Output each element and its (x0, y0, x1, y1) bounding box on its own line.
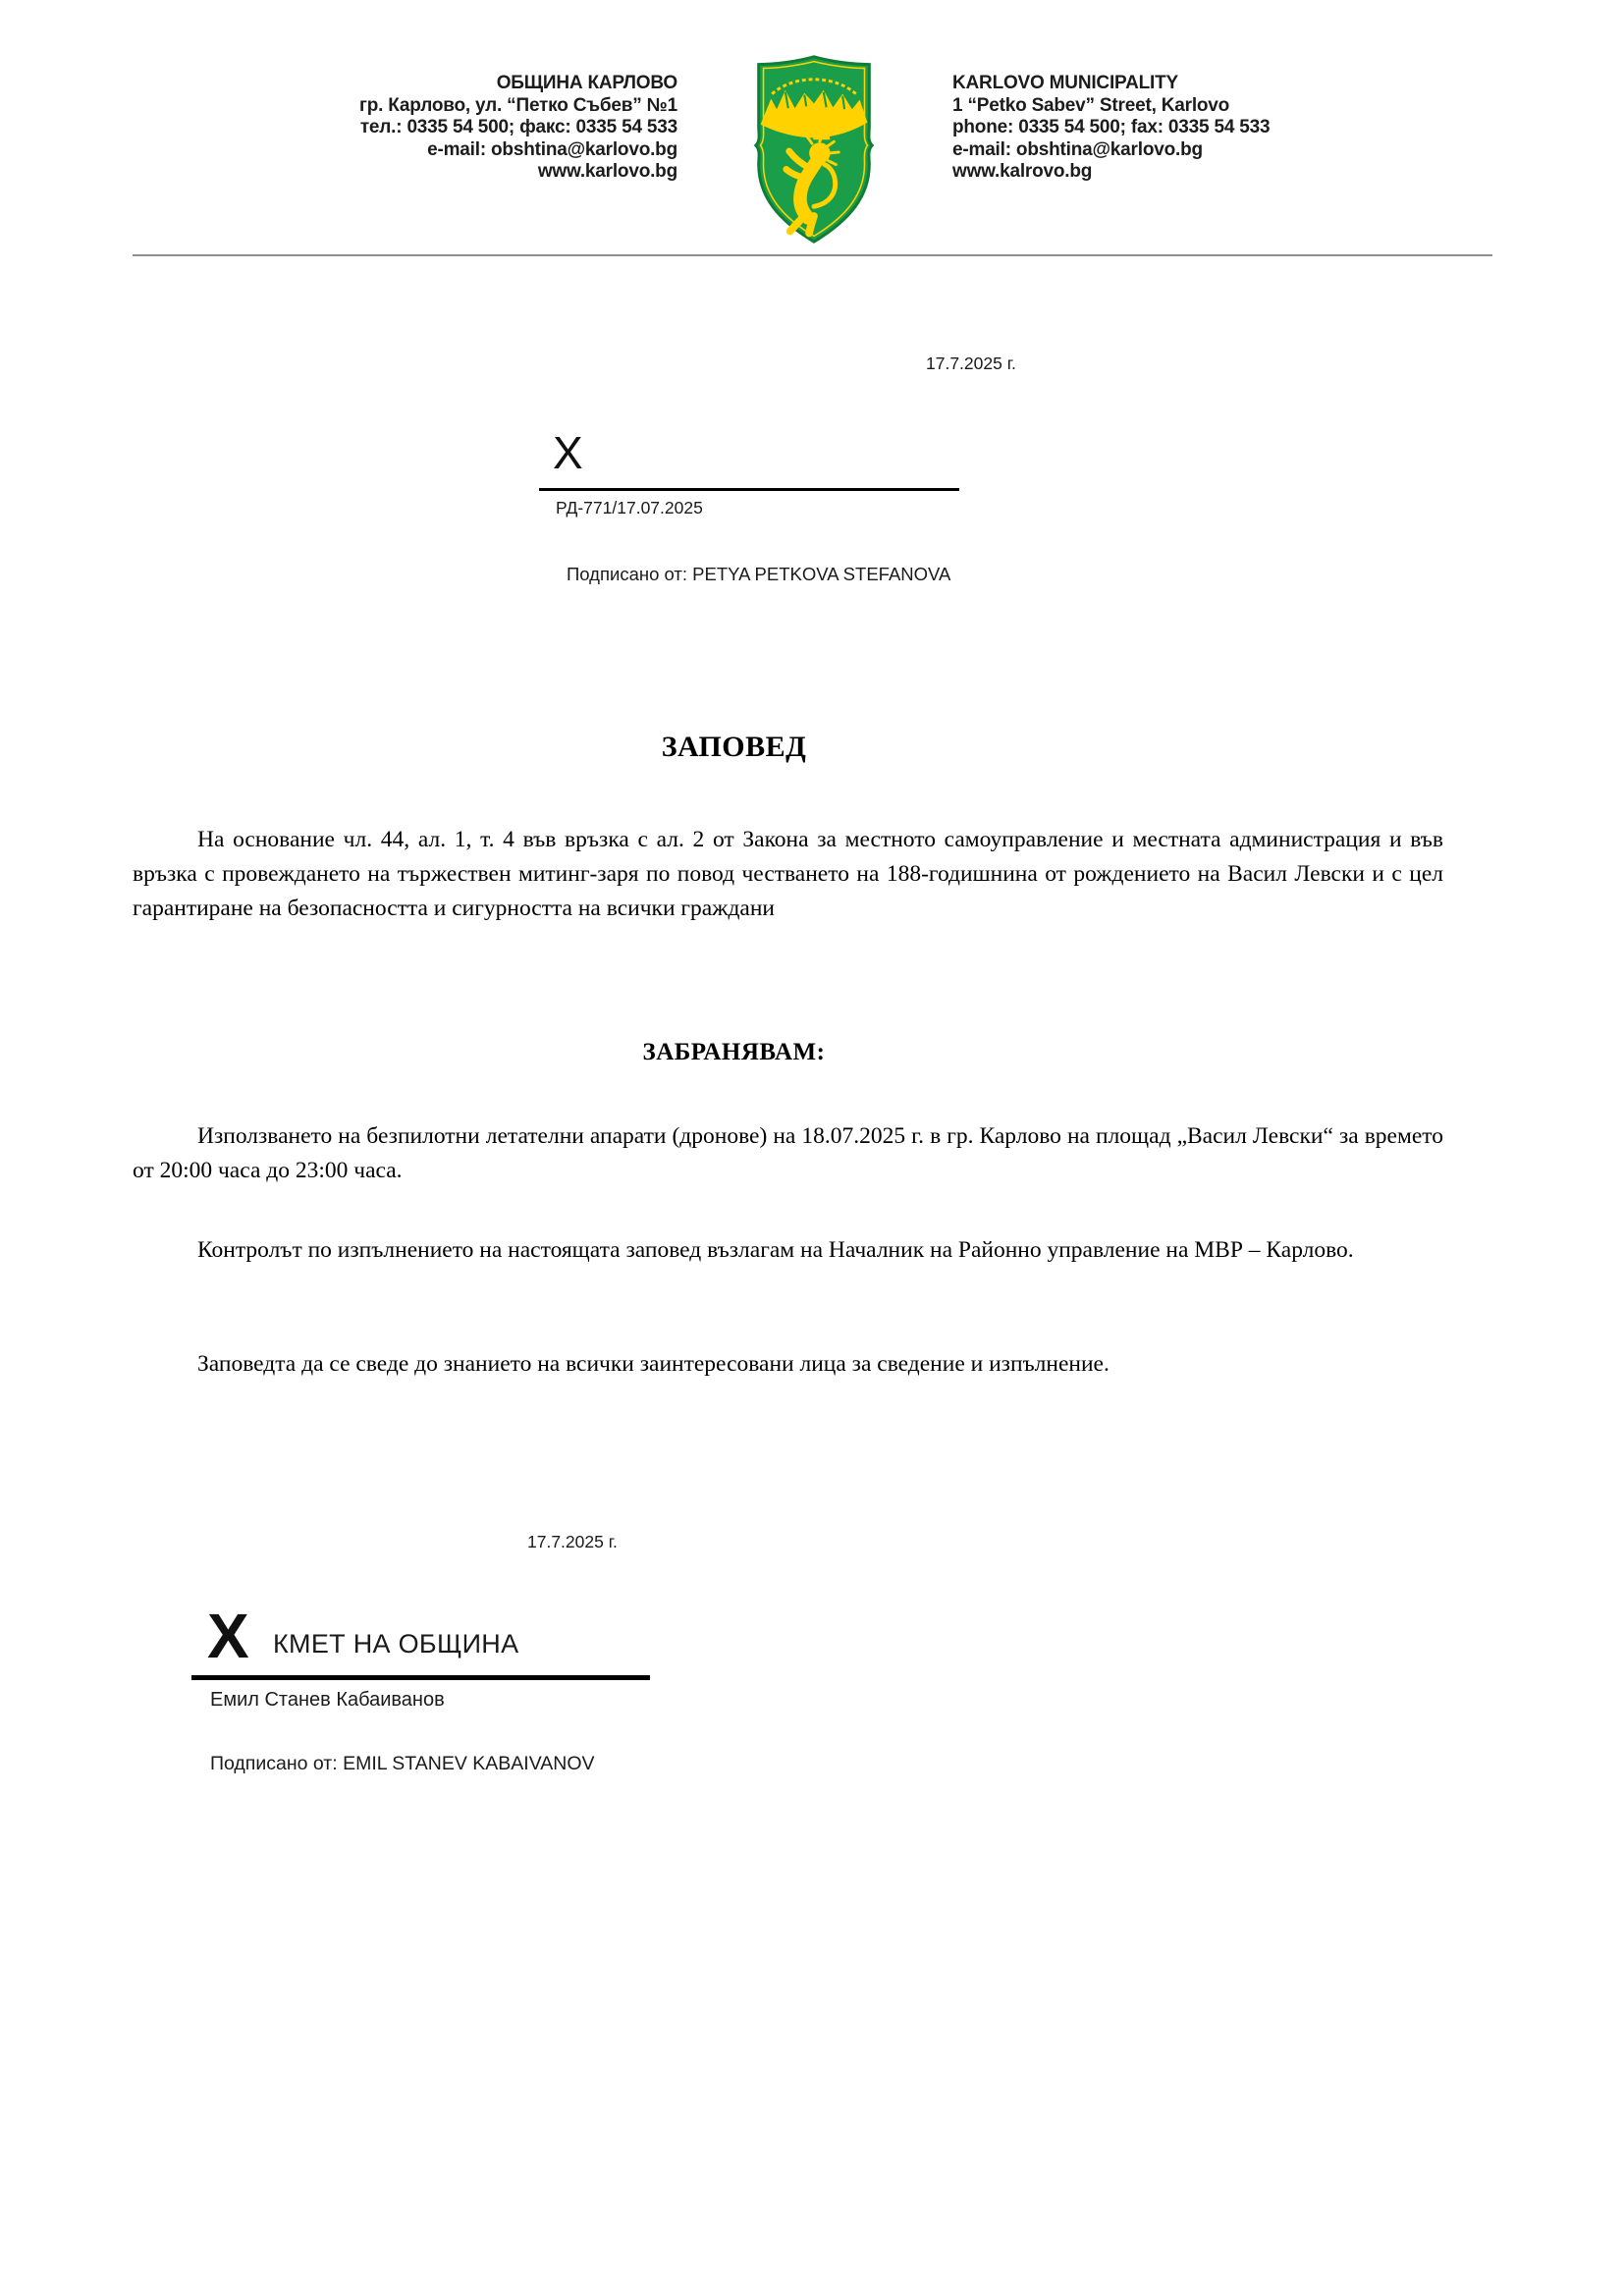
paragraph-legal-basis: На основание чл. 44, ал. 1, т. 4 във връзка с ал. 2 от Закона за местното самоуправление и местната администрация и във връзка с провеждането на тържествен митинг-заря по повод честването на 188-годишнина от рождението на Васил Левски и с цел гарантиране на безопасността и сигурността на всички граждани (133, 827, 1443, 921)
top-date: 17.7.2025 г. (926, 354, 1016, 373)
municipality-name-bg: ОБЩИНА КАРЛОВО (496, 73, 677, 93)
signer-role: КМЕТ НА ОБЩИНА (273, 1629, 519, 1659)
order-reference-number: РД-771/17.07.2025 (556, 498, 703, 517)
bottom-signature-x-mark: X (207, 1601, 249, 1671)
bottom-date: 17.7.2025 г. (527, 1532, 618, 1551)
header-left-block (359, 73, 677, 184)
address-bg: гр. Карлово, ул. “Петко Събев” №1 (359, 94, 677, 116)
paragraph-prohibition: Използването на безпилотни летателни апарати (дронове) на 18.07.2025 г. в гр. Карлово на площад „Васил Левски“ за времето от 20:00 часа до 23:00 часа. (133, 1123, 1443, 1183)
address-en: 1 “Petko Sabev” Street, Karlovo (952, 94, 1230, 116)
website-en: www.kalrovo.bg (952, 161, 1093, 182)
top-signature-line (539, 488, 959, 491)
signer-name: Емил Станев Кабаиванов (210, 1689, 445, 1711)
top-signature-x-mark: X (553, 427, 583, 478)
municipality-name-en: KARLOVO MUNICIPALITY (952, 73, 1178, 93)
bottom-signature-line (191, 1675, 650, 1680)
header-divider (133, 254, 1492, 256)
phone-fax-bg: тел.: 0335 54 500; факс: 0335 54 533 (359, 117, 677, 137)
phone-fax-en: phone: 0335 54 500; fax: 0335 54 533 (952, 117, 1271, 137)
heading-forbid: ЗАБРАНЯВАМ: (642, 1039, 826, 1065)
karlovo-coat-of-arms-icon (747, 53, 881, 245)
document-title: ЗАПОВЕД (661, 731, 807, 763)
paragraph-control: Контролът по изпълнението на настоящата заповед възлагам на Началник на Районно управление на МВР – Карлово. (197, 1237, 1354, 1263)
email-en: e-mail: obshtina@karlovo.bg (952, 138, 1203, 160)
paragraph-notification: Заповедта да се сведе до знанието на всички заинтересовани лица за сведение и изпълнение. (197, 1351, 1110, 1377)
top-signed-by: Подписано от: PETYA PETKOVA STEFANOVA (567, 564, 951, 584)
header-right-block (952, 73, 1270, 184)
website-bg: www.karlovo.bg (537, 161, 677, 182)
email-bg: e-mail: obshtina@karlovo.bg (427, 138, 677, 160)
bottom-signed-by: Подписано от: EMIL STANEV KABAIVANOV (210, 1753, 595, 1774)
